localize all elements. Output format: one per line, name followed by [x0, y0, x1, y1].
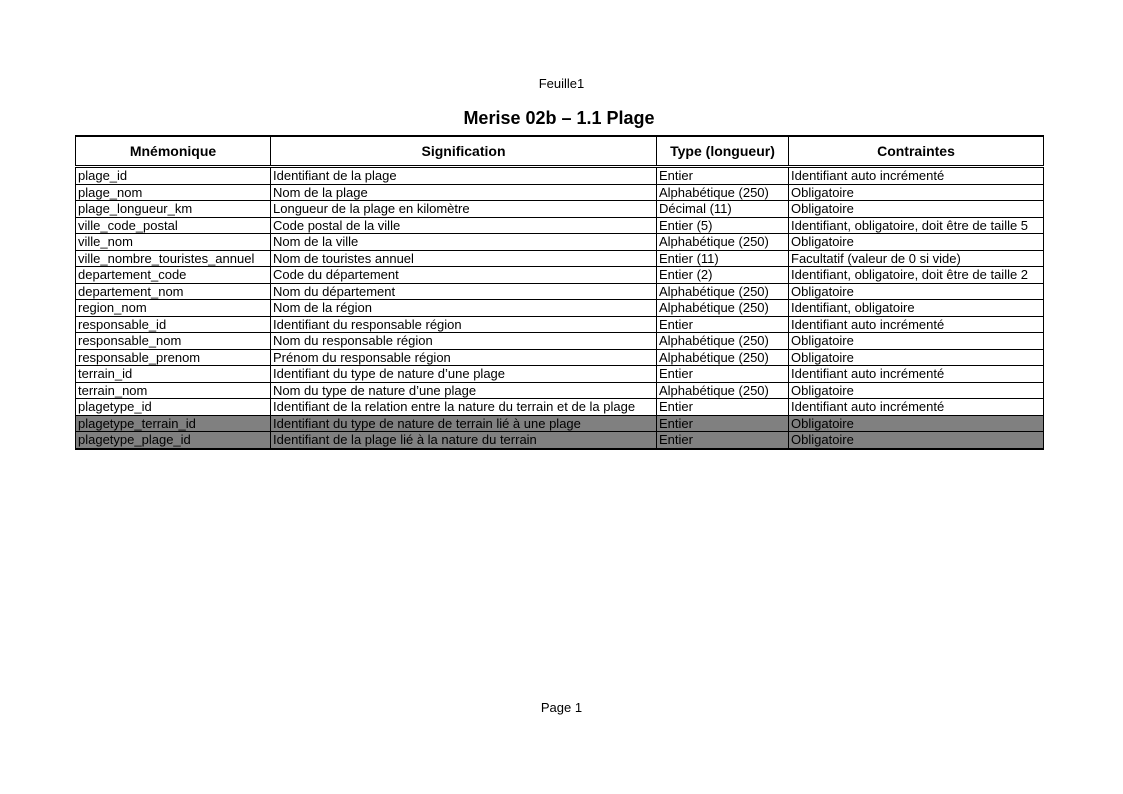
- table-body: [76, 167, 1044, 449]
- cell-mnemonique: terrain_id: [76, 366, 271, 383]
- cell-mnemonique: departement_code: [76, 267, 271, 284]
- table-row: [76, 316, 1044, 333]
- table-row: [76, 217, 1044, 234]
- document-title: Merise 02b – 1.1 Plage: [463, 108, 655, 128]
- cell-mnemonique: plage_id: [76, 167, 271, 185]
- cell-type: Entier: [657, 399, 789, 416]
- cell-signification: Code du département: [271, 267, 657, 284]
- table-row: [76, 415, 1044, 432]
- cell-contraintes: Identifiant, obligatoire, doit être de taille 2: [789, 267, 1044, 284]
- cell-signification: Prénom du responsable région: [271, 349, 657, 366]
- cell-mnemonique: plage_longueur_km: [76, 201, 271, 218]
- cell-mnemonique: plagetype_id: [76, 399, 271, 416]
- cell-contraintes: Obligatoire: [789, 283, 1044, 300]
- cell-mnemonique: plagetype_plage_id: [76, 432, 271, 449]
- sheet-name-header: Feuille1: [538, 76, 585, 91]
- cell-type: Alphabétique (250): [657, 283, 789, 300]
- table-row: [76, 300, 1044, 317]
- cell-signification: Longueur de la plage en kilomètre: [271, 201, 657, 218]
- cell-signification: Identifiant de la plage: [271, 167, 657, 185]
- cell-mnemonique: ville_code_postal: [76, 217, 271, 234]
- page-number-footer: Page 1: [540, 700, 583, 715]
- column-header-mnemonique: Mnémonique: [76, 136, 271, 167]
- cell-signification: Nom du responsable région: [271, 333, 657, 350]
- cell-contraintes: Obligatoire: [789, 234, 1044, 251]
- column-header-signification: Signification: [271, 136, 657, 167]
- table-row: [76, 201, 1044, 218]
- column-header-contraintes: Contraintes: [789, 136, 1044, 167]
- cell-signification: Identifiant de la relation entre la nature du terrain et de la plage: [271, 399, 657, 416]
- cell-signification: Identifiant de la plage lié à la nature du terrain: [271, 432, 657, 449]
- cell-mnemonique: plagetype_terrain_id: [76, 415, 271, 432]
- cell-mnemonique: ville_nombre_touristes_annuel: [76, 250, 271, 267]
- cell-contraintes: Identifiant auto incrémenté: [789, 316, 1044, 333]
- cell-contraintes: Facultatif (valeur de 0 si vide): [789, 250, 1044, 267]
- cell-contraintes: Obligatoire: [789, 415, 1044, 432]
- cell-signification: Identifiant du type de nature d’une plage: [271, 366, 657, 383]
- cell-type: Entier (11): [657, 250, 789, 267]
- table-row: [76, 382, 1044, 399]
- cell-signification: Code postal de la ville: [271, 217, 657, 234]
- cell-contraintes: Obligatoire: [789, 349, 1044, 366]
- cell-mnemonique: responsable_id: [76, 316, 271, 333]
- table-row: [76, 399, 1044, 416]
- table-row: [76, 167, 1044, 185]
- table-row: [76, 267, 1044, 284]
- cell-signification: Identifiant du responsable région: [271, 316, 657, 333]
- cell-type: Décimal (11): [657, 201, 789, 218]
- cell-mnemonique: responsable_prenom: [76, 349, 271, 366]
- cell-type: Entier (2): [657, 267, 789, 284]
- cell-mnemonique: responsable_nom: [76, 333, 271, 350]
- cell-contraintes: Identifiant auto incrémenté: [789, 167, 1044, 185]
- table-row: [76, 366, 1044, 383]
- table-row: [76, 283, 1044, 300]
- cell-mnemonique: plage_nom: [76, 184, 271, 201]
- table-row: [76, 184, 1044, 201]
- cell-type: Entier: [657, 167, 789, 185]
- cell-contraintes: Identifiant auto incrémenté: [789, 366, 1044, 383]
- cell-mnemonique: ville_nom: [76, 234, 271, 251]
- cell-contraintes: Identifiant, obligatoire: [789, 300, 1044, 317]
- cell-contraintes: Obligatoire: [789, 201, 1044, 218]
- table-row: [76, 250, 1044, 267]
- cell-mnemonique: region_nom: [76, 300, 271, 317]
- cell-type: Alphabétique (250): [657, 234, 789, 251]
- cell-signification: Nom de touristes annuel: [271, 250, 657, 267]
- cell-signification: Nom de la région: [271, 300, 657, 317]
- cell-type: Entier: [657, 316, 789, 333]
- table-header-row: [76, 136, 1044, 167]
- cell-contraintes: Obligatoire: [789, 382, 1044, 399]
- table-row: [76, 432, 1044, 449]
- cell-signification: Nom de la plage: [271, 184, 657, 201]
- cell-signification: Nom du département: [271, 283, 657, 300]
- data-dictionary-table-container: [75, 135, 1043, 450]
- cell-contraintes: Identifiant, obligatoire, doit être de taille 5: [789, 217, 1044, 234]
- cell-contraintes: Obligatoire: [789, 184, 1044, 201]
- cell-signification: Nom de la ville: [271, 234, 657, 251]
- cell-mnemonique: departement_nom: [76, 283, 271, 300]
- table-row: [76, 333, 1044, 350]
- cell-type: Alphabétique (250): [657, 300, 789, 317]
- cell-type: Alphabétique (250): [657, 382, 789, 399]
- cell-contraintes: Obligatoire: [789, 432, 1044, 449]
- cell-contraintes: Identifiant auto incrémenté: [789, 399, 1044, 416]
- column-header-type: Type (longueur): [657, 136, 789, 167]
- cell-signification: Identifiant du type de nature de terrain lié à une plage: [271, 415, 657, 432]
- table-row: [76, 349, 1044, 366]
- cell-type: Entier: [657, 415, 789, 432]
- cell-type: Alphabétique (250): [657, 184, 789, 201]
- cell-mnemonique: terrain_nom: [76, 382, 271, 399]
- cell-type: Entier: [657, 432, 789, 449]
- cell-contraintes: Obligatoire: [789, 333, 1044, 350]
- cell-type: Alphabétique (250): [657, 349, 789, 366]
- table-header: [76, 136, 1044, 167]
- cell-type: Alphabétique (250): [657, 333, 789, 350]
- cell-type: Entier: [657, 366, 789, 383]
- cell-signification: Nom du type de nature d’une plage: [271, 382, 657, 399]
- data-dictionary-table: [75, 135, 1044, 450]
- cell-type: Entier (5): [657, 217, 789, 234]
- table-row: [76, 234, 1044, 251]
